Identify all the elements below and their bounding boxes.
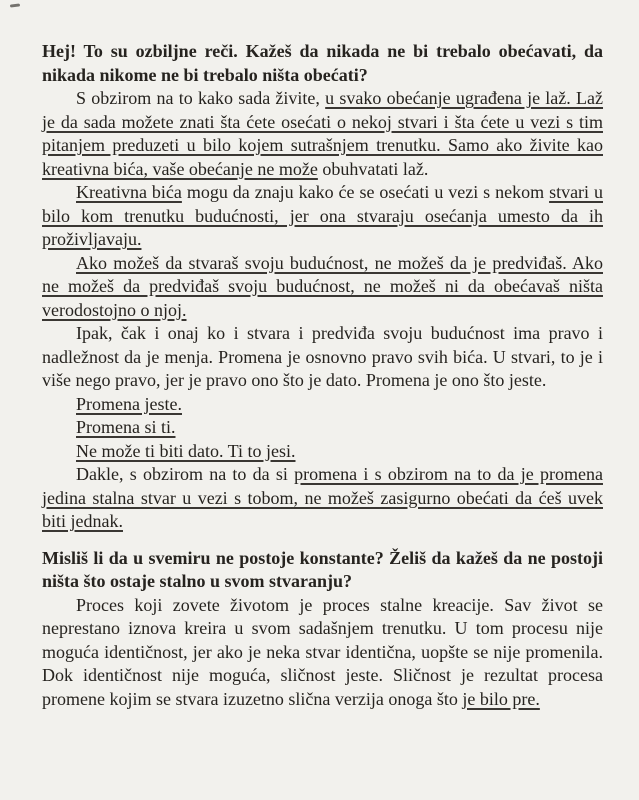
body-paragraph [42, 322, 603, 393]
text-segment: Ipak, čak i onaj ko i stvara i predviđa svoju budućnost ima pravo i nadležnost da je menja. Promena je osnovno pravo svih bića. U stvari, to je i više nego pravo, jer je pravo ono što je dato. Promena je ono što jeste. [42, 323, 603, 390]
text-segment: Hej! To su ozbiljne reči. Kažeš da nikada ne bi trebalo obećavati, da nikada nikome ne bi trebalo ništa obećati? [42, 41, 603, 85]
text-segment: obuhvatati laž. [317, 158, 429, 179]
underlined-text-segment: Ako možeš da stvaraš svoju budućnost, ne možeš da je predviđaš. Ako ne možeš da predviđaš svoju budućnost, ne možeš ni da obećavaš ništa verodostojno o njoj. [42, 252, 603, 320]
body-paragraph [42, 463, 603, 534]
question-paragraph [42, 547, 603, 594]
text-segment: Dakle, s obzirom na to da si [76, 464, 295, 484]
scan-artifact-mark [10, 3, 20, 7]
short-line [42, 393, 603, 417]
text-segment: S obzirom na to kako sada živite, [76, 88, 326, 108]
text-segment: Proces koji zovete životom je proces stalne kreacije. Sav život se neprestano iznova kreira u svom sadašnjem trenutku. U tom procesu nije moguća identičnost, jer ako je neka stvar identična, uopšte se nije promenila. Dok identičnost nije moguća, sličnost jeste. Sličnost je rezultat procesa promene kojim se stvara izuzetno slična verzija onoga što [42, 594, 603, 709]
question-paragraph [42, 40, 603, 87]
short-line [42, 440, 603, 464]
text-segment: Misliš li da u svemiru ne postoje konstante? Želiš da kažeš da ne postoji ništa što ostaje stalno u svom stvaranju? [42, 547, 603, 591]
body-paragraph [42, 87, 603, 181]
body-paragraph [42, 594, 603, 712]
underlined-text-segment: promena i s obzirom na to da je promena jedina stalna stvar u vezi s tobom, ne možeš zasigurno obećati da ćeš uvek biti jednak. [42, 464, 603, 531]
body-paragraph [42, 252, 603, 323]
body-paragraph [42, 181, 603, 252]
underlined-text-segment: je bilo pre. [462, 688, 540, 709]
underlined-text-segment: u svako obećanje ugrađena je laž. Laž je da sada možete znati šta ćete osećati o nekoj stvari i šta ćete u vezi s tim pitanjem preduzeti u bilo kojem sutrašnjem trenutku. Samo ako živite kao kreativna bića, vaše obećanje ne može [42, 88, 604, 179]
underlined-text-segment: stvari u bilo kom trenutku budućnosti, jer ona stvaraju osećanja umesto da ih proživljavaju. [42, 182, 603, 249]
underlined-text-segment: Promena jeste. [76, 393, 182, 414]
underlined-text-segment: Kreativna bića [76, 182, 182, 202]
text-segment: mogu da znaju kako će se osećati u vezi s nekom [181, 182, 550, 202]
underlined-text-segment: Promena si ti. [76, 417, 176, 437]
page-content [42, 40, 603, 711]
short-line [42, 416, 603, 440]
underlined-text-segment: Ne može ti biti dato. Ti to jesi. [76, 440, 296, 461]
